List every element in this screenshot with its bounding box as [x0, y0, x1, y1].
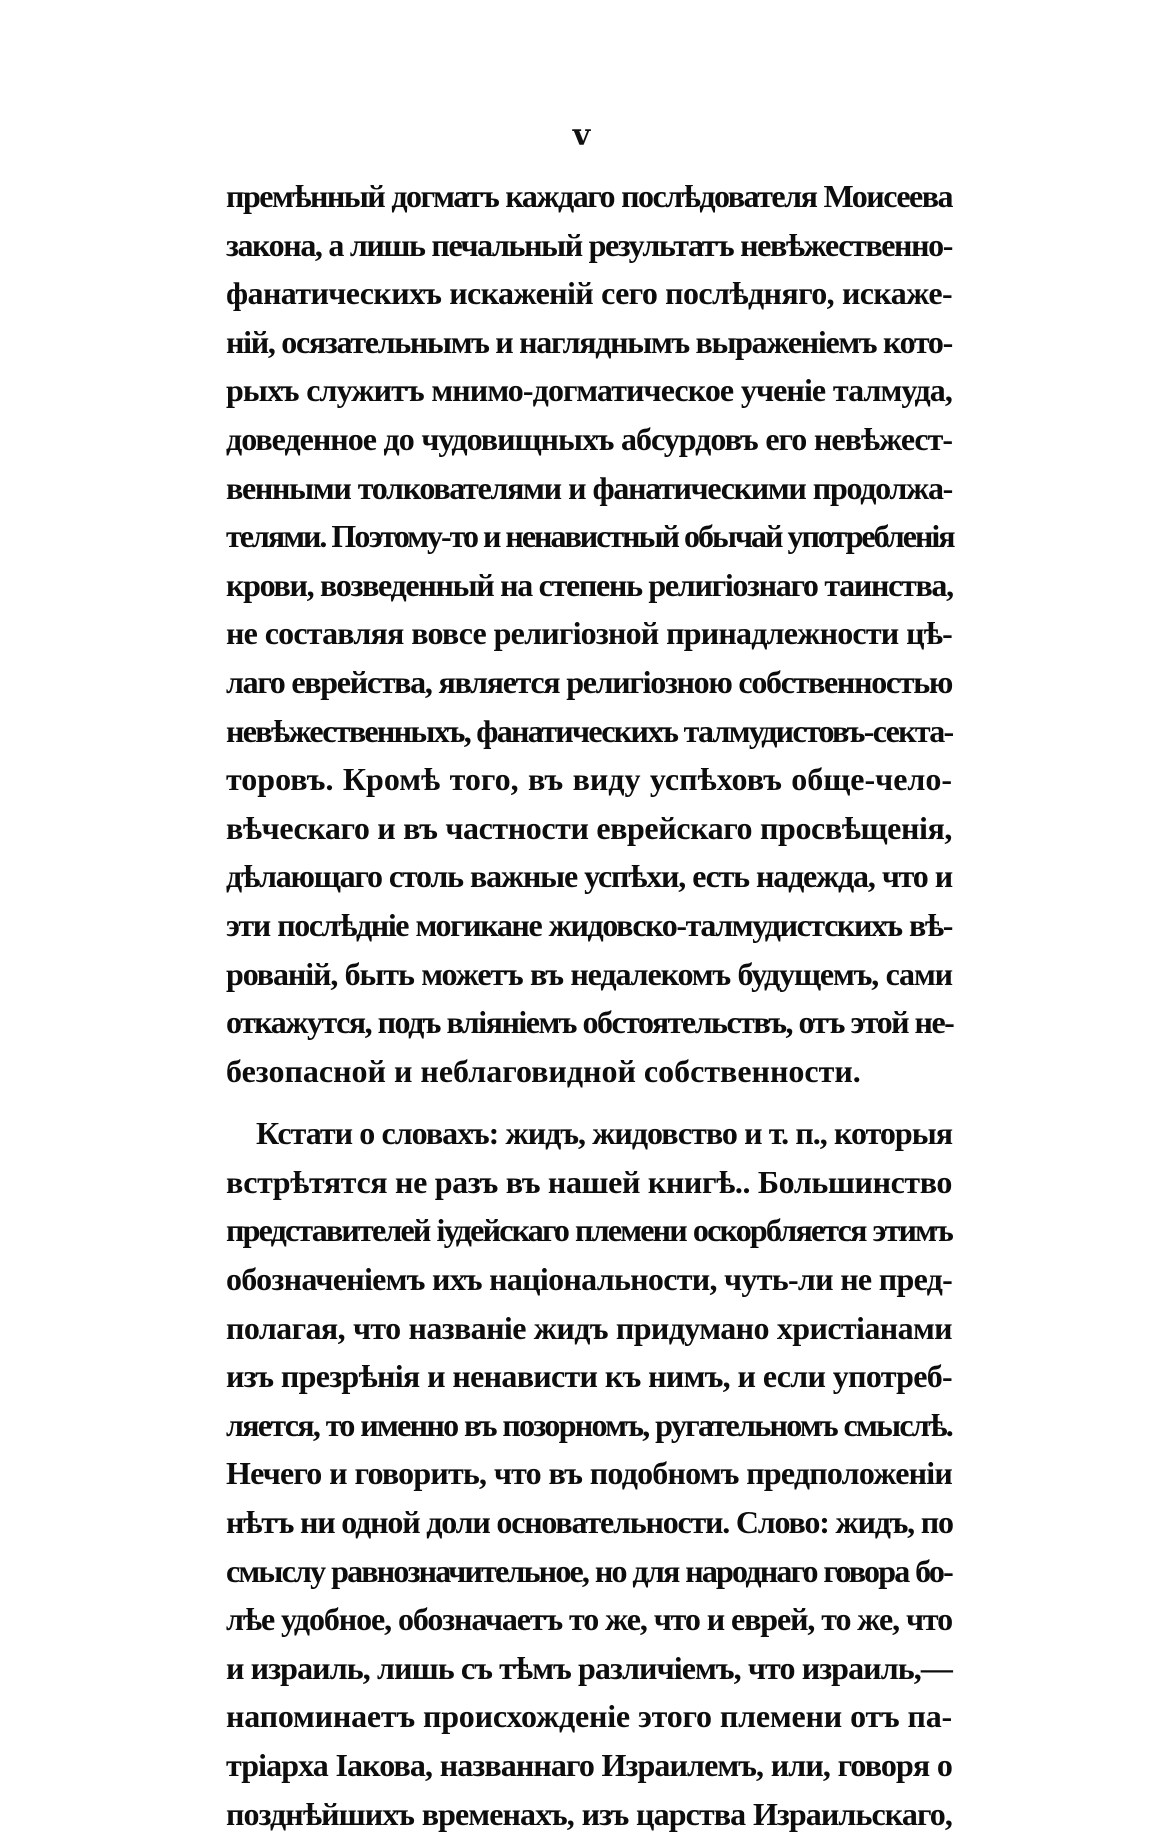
text-line: крови, возведенный на степень религіознаго таинства,: [226, 566, 953, 603]
text-line: лѣе удобное, обозначаетъ то же, что и еврей, то же, что: [226, 1601, 952, 1638]
paragraph-1: [226, 172, 952, 1095]
text-line: изъ презрѣнія и ненависти къ нимъ, и если употреб-: [226, 1358, 952, 1395]
text-line: лаго еврейства, является религіозною собственностью: [226, 663, 952, 700]
text-line: обозначеніемъ ихъ національности, чуть-ли не пред-: [226, 1261, 953, 1298]
text-line: премѣнный догматъ каждаго послѣдователя Моисеева: [226, 178, 952, 214]
text-line: невѣжественныхъ, фанатическихъ талмудистовъ-секта-: [226, 712, 953, 749]
text-line: дѣлающаго столь важные успѣхи, есть надежда, что и: [226, 858, 952, 895]
text-line: тріарха Іакова, названнаго Израилемъ, или, говоря о: [226, 1747, 952, 1783]
text-line: Нечего и говорить, что въ подобномъ предположеніи: [226, 1455, 952, 1492]
text-line: откажутся, подъ вліяніемъ обстоятельствъ, отъ этой не-: [226, 1004, 954, 1041]
text-line: не составляя вовсе религіозной принадлежности цѣ-: [226, 615, 952, 652]
text-line: рыхъ служитъ мнимо-догматическое ученіе талмуда,: [226, 372, 952, 409]
text-line: смыслу равнозначительное, но для народнаго говора бо-: [226, 1552, 952, 1589]
text-line: позднѣйшихъ временахъ, изъ царства Израильскаго,: [226, 1795, 952, 1832]
text-line: напоминаетъ происхожденіе этого племени отъ па-: [226, 1698, 952, 1735]
paragraph-2: [226, 1109, 952, 1838]
text-line: торовъ. Кромѣ того, въ виду успѣховъ обще-чело-: [226, 761, 952, 798]
text-line: доведенное до чудовищныхъ абсурдовъ его невѣжест-: [226, 420, 952, 457]
text-line: венными толкователями и фанатическими продолжа-: [226, 469, 952, 506]
text-line: вѣческаго и въ частности еврейскаго просвѣщенія,: [226, 809, 952, 846]
page-number: v: [572, 118, 591, 153]
text-line: и израиль, лишь съ тѣмъ различіемъ, что израиль,—: [226, 1649, 952, 1686]
text-line: фанатическихъ искаженій сего послѣдняго, искаже-: [226, 275, 952, 312]
text-line: Кстати о словахъ: жидъ, жидовство и т. п., которыя: [256, 1115, 952, 1152]
text-line: безопасной и неблаговидной собственности.: [226, 1052, 861, 1089]
text-line: встрѣтятся не разъ въ нашей книгѣ.. Большинство: [226, 1163, 952, 1200]
text-line: нѣтъ ни одной доли основательности. Слово: жидъ, по: [226, 1504, 953, 1541]
paragraph-gap: [226, 1095, 952, 1109]
text-line: рованій, быть можетъ въ недалекомъ будущемъ, сами: [226, 955, 952, 992]
text-line: представителей іудейскаго племени оскорбляется этимъ: [226, 1212, 952, 1249]
text-line: ній, осязательнымъ и нагляднымъ выраженіемъ кото-: [226, 323, 952, 360]
text-line: телями. Поэтому-то и ненавистный обычай употребленія: [226, 518, 954, 555]
text-line: эти послѣдніе могикане жидовско-талмудистскихъ вѣ-: [226, 906, 952, 943]
text-line: полагая, что названіе жидъ придумано христіанами: [226, 1309, 952, 1346]
text-line: ляется, то именно въ позорномъ, ругательномъ смыслѣ.: [226, 1406, 952, 1443]
text-line: закона, а лишь печальный результатъ невѣжественно-: [226, 226, 952, 263]
body-text: [226, 172, 952, 1838]
